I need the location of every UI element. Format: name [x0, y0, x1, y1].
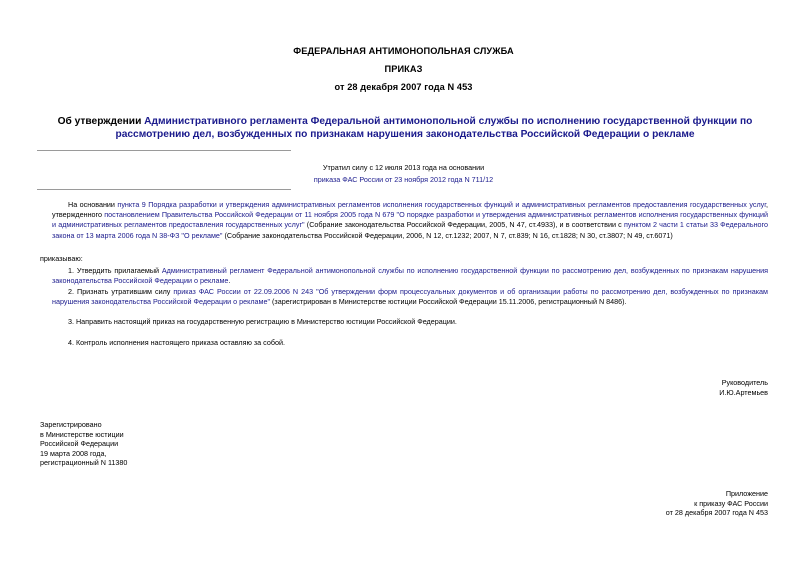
divider-bottom: [37, 189, 291, 190]
item-2-end: (зарегистрирован в Министерстве юстиции Российской Федерации 15.11.2006, регистрационный N 8486).: [270, 297, 627, 307]
item-1-end: .: [228, 276, 231, 286]
preamble-text-4: (Собрание законодательства Российской Федерации, 2006, N 12, ст.1232; 2007, N 7, ст.839; N 16, ст.1828; N 30, ст.3807; N 49, ст.6071): [222, 230, 673, 240]
preamble-text-3: (Собрание законодательства Российской Федерации, 2005, N 47, ст.4933), и в соответствии с: [304, 220, 624, 230]
item-1-text: 1. Утвердить прилагаемый: [68, 266, 162, 275]
government-decree-679-link[interactable]: постановлением Правительства Российской Федерации от 11 ноября 2005 года N 679 "О порядке разработки и утверждения административных регламентов исполнения государственных функций и административных регламентов предоставления государственных услуг": [52, 210, 768, 230]
order-word: приказываю:: [40, 254, 83, 263]
registration-line-4: 19 марта 2008 года,: [40, 448, 107, 458]
procedure-point-9-link[interactable]: пункта 9 Порядка разработки и утверждения административных регламентов исполнения государственных функций и административных регламентов предоставления государственных услуг: [117, 200, 766, 209]
title-prefix: Об утверждении: [57, 116, 145, 127]
appendix-line-3: от 28 декабря 2007 года N 453: [665, 508, 768, 518]
agency-name: ФЕДЕРАЛЬНАЯ АНТИМОНОПОЛЬНАЯ СЛУЖБА: [293, 46, 514, 56]
item-4-text: 4. Контроль исполнения настоящего приказа оставляю за собой.: [68, 338, 285, 347]
appendix-line-1: Приложение: [725, 489, 768, 498]
doc-date-number: от 28 декабря 2007 года N 453: [334, 82, 473, 92]
signature-block: [560, 378, 768, 397]
advertising-law-link[interactable]: пунктом 2 части 1 статьи 33 Федерального закона от 13 марта 2006 года N 38-ФЗ "О рекламе": [52, 220, 769, 240]
registration-line-5: регистрационный N 11380: [40, 458, 128, 468]
appendix-block: [560, 489, 768, 518]
registration-line-3: Российской Федерации: [40, 439, 119, 449]
doc-type: ПРИКАЗ: [384, 64, 423, 74]
item-4: [52, 338, 768, 348]
status-line-2: [0, 174, 807, 185]
registration-line-2: в Министерстве юстиции: [40, 429, 124, 439]
administrative-regulation-link[interactable]: Административный регламент Федеральной антимонопольной службы по исполнению государственной функции по рассмотрению дел, возбужденных по признакам нарушения законодательства Российской Федерации о рекламе: [52, 266, 768, 286]
repeal-order-link[interactable]: приказа ФАС России от 23 ноября 2012 года N 711/12: [313, 175, 494, 184]
item-2: [52, 287, 768, 307]
title-regulation-link[interactable]: Административного регламента Федеральной антимонопольной службы по исполнению государственной функции по рассмотрению дел, возбужденных по признакам нарушения законодательства Российской Федерации о рекламе: [115, 116, 753, 140]
signatory-name: И.Ю.Артемьев: [719, 387, 768, 397]
item-3-text: 3. Направить настоящий приказ на государственную регистрацию в Министерство юстиции Российской Федерации.: [68, 317, 457, 326]
registration-line-1: Зарегистрировано: [40, 420, 102, 429]
doc-title: [40, 115, 770, 141]
item-1: [52, 266, 768, 286]
signatory-role: Руководитель: [721, 378, 768, 387]
order-243-link[interactable]: приказ ФАС России от 22.09.2006 N 243 "Об утверждении форм процессуальных документов и об организации работы по рассмотрению дел, возбужденных по признакам нарушения законодательства Российской Федерации о рекламе": [52, 287, 768, 307]
registration-block: [40, 420, 127, 468]
preamble-text-1: На основании: [68, 200, 118, 209]
preamble-text-2: , утвержденного: [52, 200, 768, 220]
preamble-paragraph: [52, 200, 768, 241]
appendix-line-2: к приказу ФАС России: [694, 498, 768, 508]
item-3: [52, 317, 768, 327]
item-2-text: 2. Признать утратившим силу: [68, 287, 174, 296]
status-line-1: Утратил силу с 12 июля 2013 года на основании: [322, 163, 485, 172]
divider-top: [37, 150, 291, 151]
